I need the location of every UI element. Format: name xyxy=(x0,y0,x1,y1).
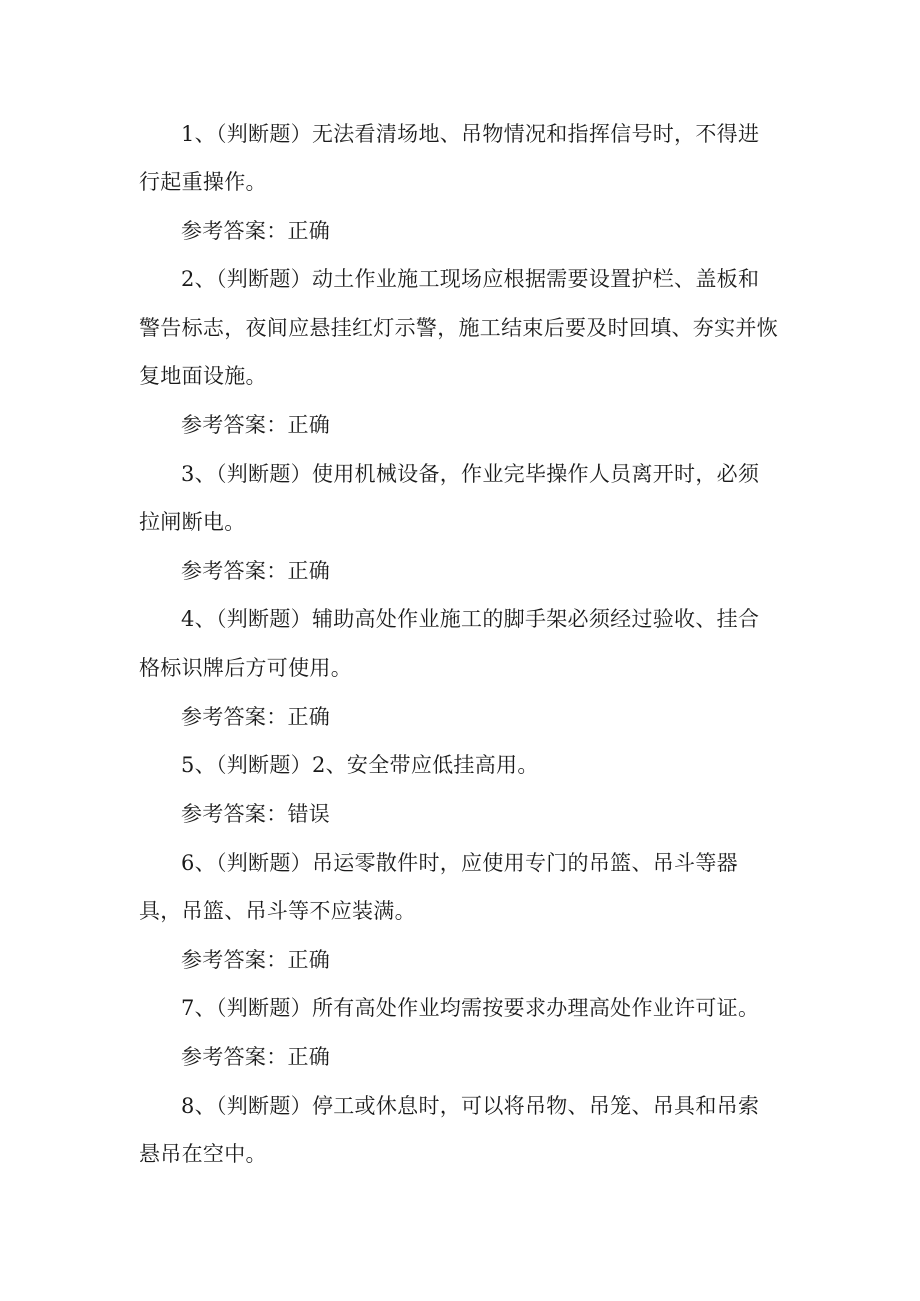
question-3-line-1: 3、（判断题）使用机械设备，作业完毕操作人员离开时，必须 xyxy=(181,462,760,486)
question-8-line-2: 悬吊在空中。 xyxy=(139,1142,267,1166)
answer-5: 参考答案：错误 xyxy=(181,802,331,826)
answer-2: 参考答案：正确 xyxy=(181,413,331,437)
question-6-line-2: 具，吊篮、吊斗等不应装满。 xyxy=(139,899,416,923)
answer-3: 参考答案：正确 xyxy=(181,559,331,583)
question-7-line-1: 7、（判断题）所有高处作业均需按要求办理高处作业许可证。 xyxy=(181,996,760,1020)
answer-1: 参考答案：正确 xyxy=(181,219,331,243)
question-1-line-2: 行起重操作。 xyxy=(139,170,267,194)
question-4-line-1: 4、（判断题）辅助高处作业施工的脚手架必须经过验收、挂合 xyxy=(181,607,760,631)
answer-4: 参考答案：正确 xyxy=(181,705,331,729)
question-2-line-1: 2、（判断题）动土作业施工现场应根据需要设置护栏、盖板和 xyxy=(181,267,760,291)
answer-7: 参考答案：正确 xyxy=(181,1045,331,1069)
question-4-line-2: 格标识牌后方可使用。 xyxy=(139,656,352,680)
question-6-line-1: 6、（判断题）吊运零散件时，应使用专门的吊篮、吊斗等器 xyxy=(181,851,738,875)
question-2-line-2: 警告标志，夜间应悬挂红灯示警，施工结束后要及时回填、夯实并恢 xyxy=(139,316,778,340)
question-5-line-1: 5、（判断题）2、安全带应低挂高用。 xyxy=(181,753,539,777)
question-1-line-1: 1、（判断题）无法看清场地、吊物情况和指挥信号时，不得进 xyxy=(181,122,760,146)
answer-6: 参考答案：正确 xyxy=(181,948,331,972)
question-8-line-1: 8、（判断题）停工或休息时，可以将吊物、吊笼、吊具和吊索 xyxy=(181,1094,760,1118)
question-3-line-2: 拉闸断电。 xyxy=(139,510,246,534)
question-2-line-3: 复地面设施。 xyxy=(139,364,267,388)
